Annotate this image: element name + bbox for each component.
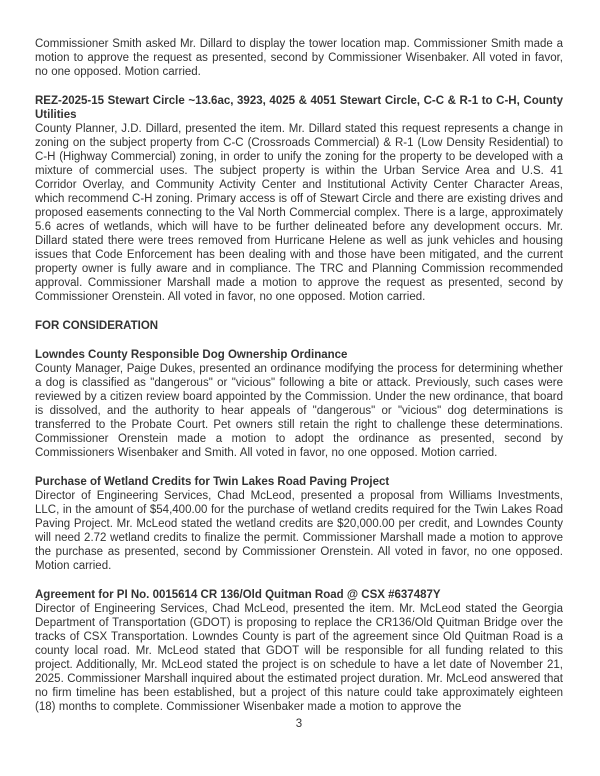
heading-rez-2025-15-stewart-circle: REZ-2025-15 Stewart Circle ~13.6ac, 3923, 4025 & 4051 Stewart Circle, C-C & R-1 to C-H, County Utilities (35, 95, 563, 121)
heading-dog-ownership-ordinance: Lowndes County Responsible Dog Ownership Ordinance (35, 349, 348, 361)
section-heading-for-consideration: FOR CONSIDERATION (35, 320, 159, 332)
paragraph-rez-2025-15-stewart-circle: County Planner, J.D. Dillard, presented the item. Mr. Dillard stated this request represents a change in zoning on the subject property from C-C (Crossroads Commercial) & R-1 (Low Density Residential) to C-H (Highway Commercial) zoning, in order to unify the zoning for the property to be developed with a mixture of commercial uses. The subject property is within the Urban Service Area and U.S. 41 Corridor Overlay, and Community Activity Center and Institutional Activity Center Character Areas, which recommend C-H zoning. Primary access is off of Stewart Circle and there are existing drives and proposed easements connecting to the Val North Commercial complex. There is a large, approximately 5.6 acres of wetlands, which will have to be further delineated before any development occurs. Mr. Dillard stated there were trees removed from Hurricane Helene as well as junk vehicles and housing issues that Code Enforcement has been dealing with and those have been mitigated, and the current property owner is fully aware and in compliance. The TRC and Planning Commission recommended approval. Commissioner Marshall made a motion to approve the request as presented, second by Commissioner Orenstein. All voted in favor, no one opposed. Motion carried. (35, 123, 563, 303)
paragraph-csx-agreement: Director of Engineering Services, Chad McLeod, presented the item. Mr. McLeod stated the Georgia Department of Transportation (GDOT) is proposing to replace the CR136/Old Quitman Bridge over the tracks of CSX Transportation. Lowndes County is part of the agreement since Old Quitman Road is a county local road. Mr. McLeod stated that GDOT will be responsible for all funding related to this project. Additionally, Mr. McLeod stated the project is on schedule to have a let date of November 21, 2025. Commissioner Marshall inquired about the estimated project duration. Mr. McLeod answered that no firm timeline has been established, but a project of this nature could take approximately eighteen (18) months to complete. Commissioner Wisenbaker made a motion to approve the (35, 603, 563, 713)
paragraph-dog-ownership-ordinance: County Manager, Paige Dukes, presented an ordinance modifying the process for determining whether a dog is classified as "dangerous" or "vicious" following a bite or attack. Previously, such cases were reviewed by a citizen review board appointed by the Commission. Under the new ordinance, that board is dissolved, and the authority to hear appeals of "dangerous" or "vicious" dog determinations is transferred to the Probate Court. Pet owners still retain the right to challenge these determinations. Commissioner Orenstein made a motion to adopt the ordinance as presented, second by Commissioners Wisenbaker and Smith. All voted in favor, no one opposed. Motion carried. (35, 363, 563, 459)
heading-csx-agreement: Agreement for PI No. 0015614 CR 136/Old Quitman Road @ CSX #637487Y (35, 589, 441, 601)
paragraph-wetland-credits-purchase: Director of Engineering Services, Chad McLeod, presented a proposal from Williams Investments, LLC, in the amount of $54,400.00 for the purchase of wetland credits required for the Twin Lakes Road Paving Project. Mr. McLeod stated the wetland credits are $20,000.00 per credit, and Lowndes County will need 2.72 wetland credits to finalize the permit. Commissioner Marshall made a motion to approve the purchase as presented, second by Commissioner Orenstein. All voted in favor, no one opposed. Motion carried. (35, 490, 563, 572)
page-number: 3 (295, 718, 303, 730)
heading-wetland-credits-purchase: Purchase of Wetland Credits for Twin Lakes Road Paving Project (35, 476, 390, 488)
paragraph-tower-location-motion: Commissioner Smith asked Mr. Dillard to display the tower location map. Commissioner Smith made a motion to approve the request as presented, second by Commissioner Wisenbaker. All voted in favor, no one opposed. Motion carried. (35, 38, 563, 78)
